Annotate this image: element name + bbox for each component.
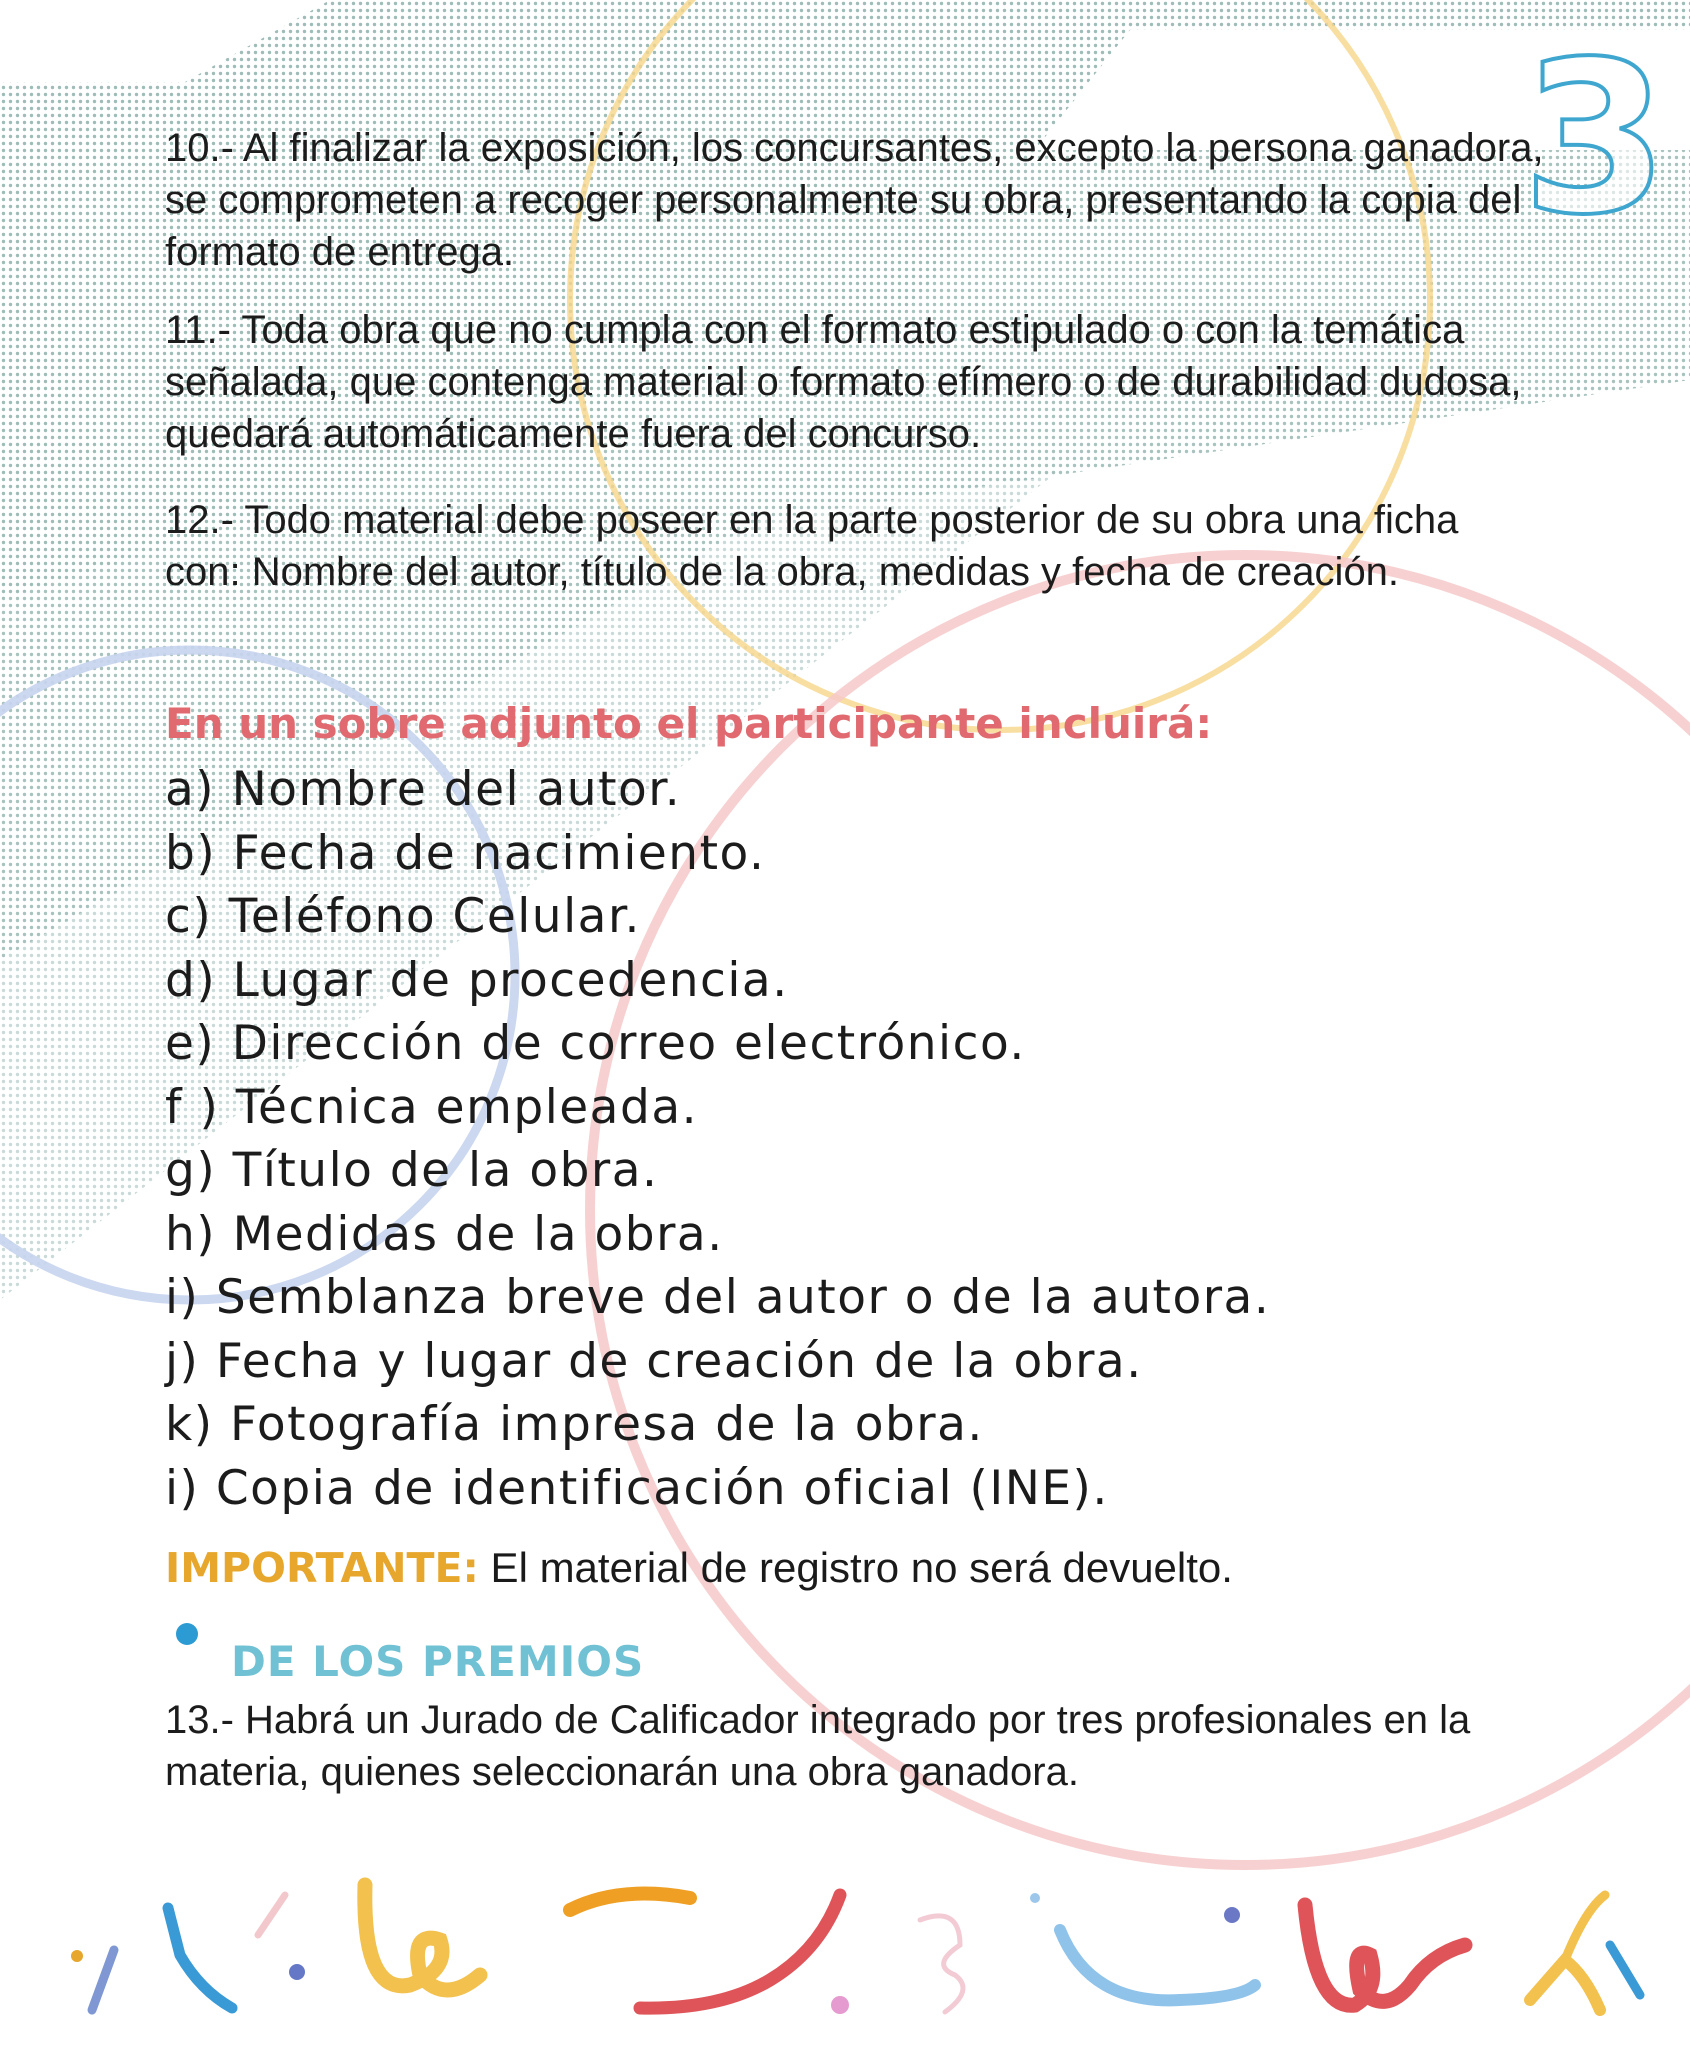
envelope-heading: En un sobre adjunto el participante incluirá: (165, 699, 1213, 748)
list-item: f ) Técnica empleada. (165, 1079, 699, 1135)
list-item: a) Nombre del autor. (165, 762, 682, 817)
list-item: b) Fecha de nacimiento. (165, 825, 766, 881)
important-text: El material de registro no será devuelto. (478, 1544, 1233, 1591)
list-item: h) Medidas de la obra. (165, 1206, 724, 1262)
important-note (165, 1540, 1233, 1596)
page-number: 3 (1521, 36, 1669, 236)
paragraph-13: 13.- Habrá un Jurado de Calificador integrado por tres profesionales en la materia, quienes seleccionarán una obra ganadora. (165, 1698, 1471, 1794)
bullet-dot-icon (176, 1623, 198, 1645)
paragraph-11: 11.- Toda obra que no cumpla con el formato estipulado o con la temática señalada, que contenga material o formato efímero o de durabilidad dudosa, quedará automáticamente fuera del concurso. (165, 308, 1522, 456)
bottom-doodles (71, 1885, 1640, 2014)
important-label: IMPORTANTE: (165, 1544, 479, 1592)
list-item: i) Copia de identificación oficial (INE). (165, 1460, 1109, 1516)
list-item: g) Título de la obra. (165, 1143, 659, 1198)
list-item: d) Lugar de procedencia. (165, 952, 789, 1008)
paragraph-10: 10.- Al finalizar la exposición, los concursantes, excepto la persona ganadora, se comprometen a recoger personalmente su obra, presentando la copia del formato de entrega. (165, 126, 1544, 274)
section-title-prizes: DE LOS PREMIOS (231, 1637, 645, 1686)
list-item: j) Fecha y lugar de creación de la obra. (165, 1333, 1143, 1389)
envelope-items-list (165, 758, 1270, 1520)
paragraph-12: 12.- Todo material debe poseer en la parte posterior de su obra una ficha con: Nombre del autor, título de la obra, medidas y fecha de creación. (165, 498, 1459, 594)
list-item: i) Semblanza breve del autor o de la autora. (165, 1270, 1271, 1325)
list-item: k) Fotografía impresa de la obra. (165, 1397, 984, 1452)
list-item: c) Teléfono Celular. (165, 889, 641, 944)
list-item: e) Dirección de correo electrónico. (165, 1016, 1026, 1071)
